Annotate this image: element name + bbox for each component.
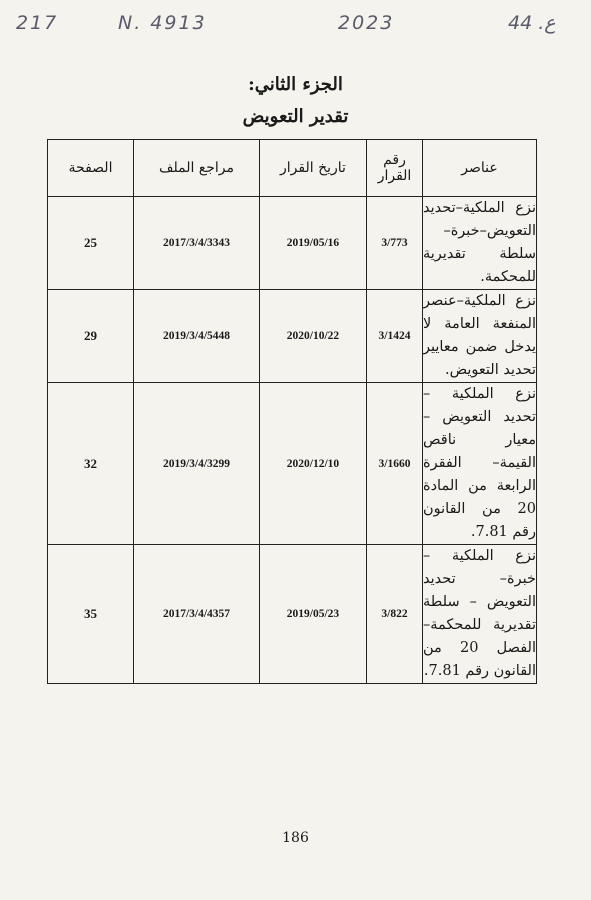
page-cell: 29	[48, 290, 134, 383]
header-elements: عناصر	[423, 140, 537, 197]
file-ref-cell: 2017/3/4/3343	[134, 197, 260, 290]
elements-cell: نزع الملكية – تحديد التعويض – معيار ناقص القيمة– الفقرة الرابعة من المادة 20 من القانون رقم 7.81.	[423, 383, 537, 545]
elements-cell: نزع الملكية–عنصر المنفعة العامة لا يدخل ضمن معايير تحديد التعويض.	[423, 290, 537, 383]
decision-date-cell: 2019/05/16	[260, 197, 367, 290]
header-decision-date: تاريخ القرار	[260, 140, 367, 197]
elements-cell: نزع الملكية – خبرة– تحديد التعويض – سلطة تقديرية للمحكمة– الفصل 20 من القانون رقم 7.81.	[423, 545, 537, 684]
decisions-table	[47, 139, 537, 684]
decision-date-cell: 2019/05/23	[260, 545, 367, 684]
elements-cell: نزع الملكية–تحديد التعويض–خبرة– سلطة تقديرية للمحكمة.	[423, 197, 537, 290]
page-cell: 32	[48, 383, 134, 545]
handwritten-note: 217	[16, 12, 59, 34]
decision-no-cell: 3/1424	[367, 290, 423, 383]
part-heading: الجزء الثاني:	[248, 74, 343, 95]
table-row	[48, 290, 537, 383]
header-file-ref: مراجع الملف	[134, 140, 260, 197]
table-row	[48, 197, 537, 290]
file-ref-cell: 2019/3/4/3299	[134, 383, 260, 545]
table-header-row	[48, 140, 537, 197]
handwritten-note: 2023	[338, 12, 395, 34]
decision-no-cell: 3/773	[367, 197, 423, 290]
header-decision-no: رقم القرار	[367, 140, 423, 197]
file-ref-cell: 2017/3/4/4357	[134, 545, 260, 684]
page-cell: 25	[48, 197, 134, 290]
decision-no-cell: 3/1660	[367, 383, 423, 545]
file-ref-cell: 2019/3/4/5448	[134, 290, 260, 383]
table-row	[48, 545, 537, 684]
handwritten-note: N. 4913	[118, 12, 207, 34]
section-title: تقدير التعويض	[242, 106, 349, 127]
handwritten-note: 44 .ع	[508, 12, 556, 34]
decision-date-cell: 2020/12/10	[260, 383, 367, 545]
page-cell: 35	[48, 545, 134, 684]
decision-date-cell: 2020/10/22	[260, 290, 367, 383]
page-number: 186	[282, 830, 309, 846]
header-page: الصفحة	[48, 140, 134, 197]
table-row	[48, 383, 537, 545]
decision-no-cell: 3/822	[367, 545, 423, 684]
